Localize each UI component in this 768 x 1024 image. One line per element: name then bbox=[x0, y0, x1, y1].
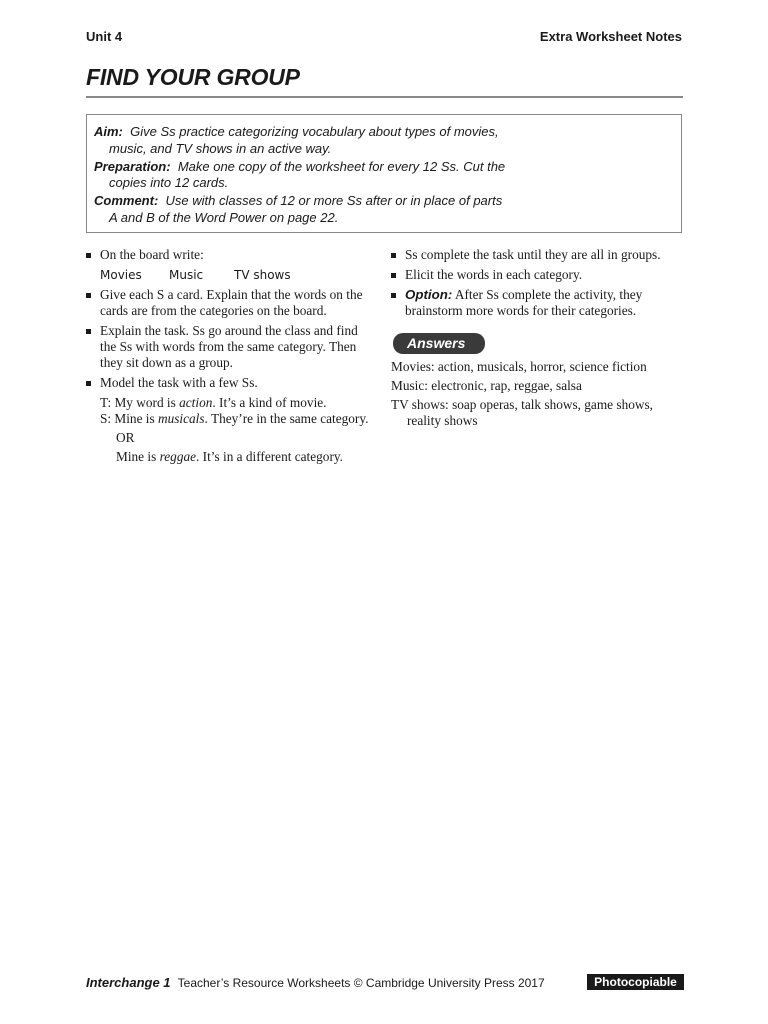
bullet-option bbox=[391, 287, 683, 319]
dialogue-student-end: . They’re in the same category. bbox=[204, 411, 369, 426]
board-words bbox=[86, 267, 376, 283]
comment-paragraph bbox=[94, 193, 509, 226]
preparation-text: Make one copy of the worksheet for every 12 Ss. Cut the copies into 12 cards. bbox=[109, 158, 506, 191]
dialogue-alternative-end: . It’s in a different category. bbox=[196, 449, 343, 464]
section-label: Extra Worksheet Notes bbox=[539, 29, 682, 44]
dialogue-teacher bbox=[86, 395, 376, 411]
bullet-elicit-words: Elicit the words in each category. bbox=[391, 267, 683, 283]
dialogue-teacher-end: . It’s a kind of movie. bbox=[212, 395, 327, 410]
bullet-model-task: Model the task with a few Ss. bbox=[86, 375, 376, 391]
aim-text: Give Ss practice categorizing vocabulary about types of movies, music, and TV shows in an active way. bbox=[109, 124, 499, 156]
answers-heading: Answers bbox=[393, 333, 485, 354]
comment-text: Use with classes of 12 or more Ss after or in place of parts A and B of the Word Power on page 22. bbox=[109, 193, 503, 225]
answer-movies: Movies: action, musicals, horror, science fiction bbox=[391, 359, 647, 374]
title-divider bbox=[86, 96, 683, 98]
dialogue-student bbox=[86, 411, 376, 427]
dialogue-student-word: musicals bbox=[158, 411, 205, 426]
dialogue-alternative-start: Mine is bbox=[116, 449, 160, 464]
footer bbox=[86, 975, 545, 990]
footer-brand: Interchange 1 bbox=[86, 975, 171, 990]
aim-paragraph bbox=[94, 124, 509, 157]
answer-music: Music: electronic, rap, reggae, salsa bbox=[391, 378, 582, 393]
bullet-complete-task: Ss complete the task until they are all in groups. bbox=[391, 247, 683, 263]
right-column bbox=[391, 247, 683, 432]
dialogue-or: OR bbox=[116, 430, 135, 445]
left-column bbox=[86, 247, 376, 465]
preparation-label: Preparation: bbox=[94, 158, 171, 174]
board-word-movies: Movies bbox=[100, 268, 142, 282]
aim-box bbox=[86, 114, 682, 233]
board-word-tv-shows: TV shows bbox=[234, 268, 291, 282]
option-label: Option: bbox=[405, 287, 453, 302]
dialogue-alternative bbox=[86, 449, 376, 465]
footer-text: Teacher’s Resource Worksheets © Cambridge University Press 2017 bbox=[177, 976, 545, 990]
option-text: After Ss complete the activity, they brainstorm more words for their categories. bbox=[405, 287, 643, 318]
bullet-give-card: Give each S a card. Explain that the words on the cards are from the categories on the board. bbox=[86, 287, 376, 319]
photocopiable-badge: Photocopiable bbox=[587, 974, 684, 990]
dialogue-teacher-word: action bbox=[179, 395, 213, 410]
dialogue-teacher-start: T: My word is bbox=[100, 395, 180, 410]
board-word-music: Music bbox=[169, 268, 204, 282]
aim-label: Aim: bbox=[94, 124, 123, 139]
dialogue-alternative-word: reggae bbox=[159, 449, 197, 464]
unit-label: Unit 4 bbox=[86, 29, 123, 44]
page-title: FIND YOUR GROUP bbox=[86, 64, 300, 90]
bullet-explain-task: Explain the task. Ss go around the class and find the Ss with words from the same category. Then they sit down as a group. bbox=[86, 323, 376, 371]
comment-label: Comment: bbox=[94, 193, 159, 209]
dialogue-student-start: S: Mine is bbox=[100, 411, 158, 426]
answer-tv-shows: TV shows: soap operas, talk shows, game shows, reality shows bbox=[391, 397, 653, 428]
bullet-board: On the board write: bbox=[86, 247, 376, 263]
preparation-paragraph bbox=[94, 159, 509, 192]
